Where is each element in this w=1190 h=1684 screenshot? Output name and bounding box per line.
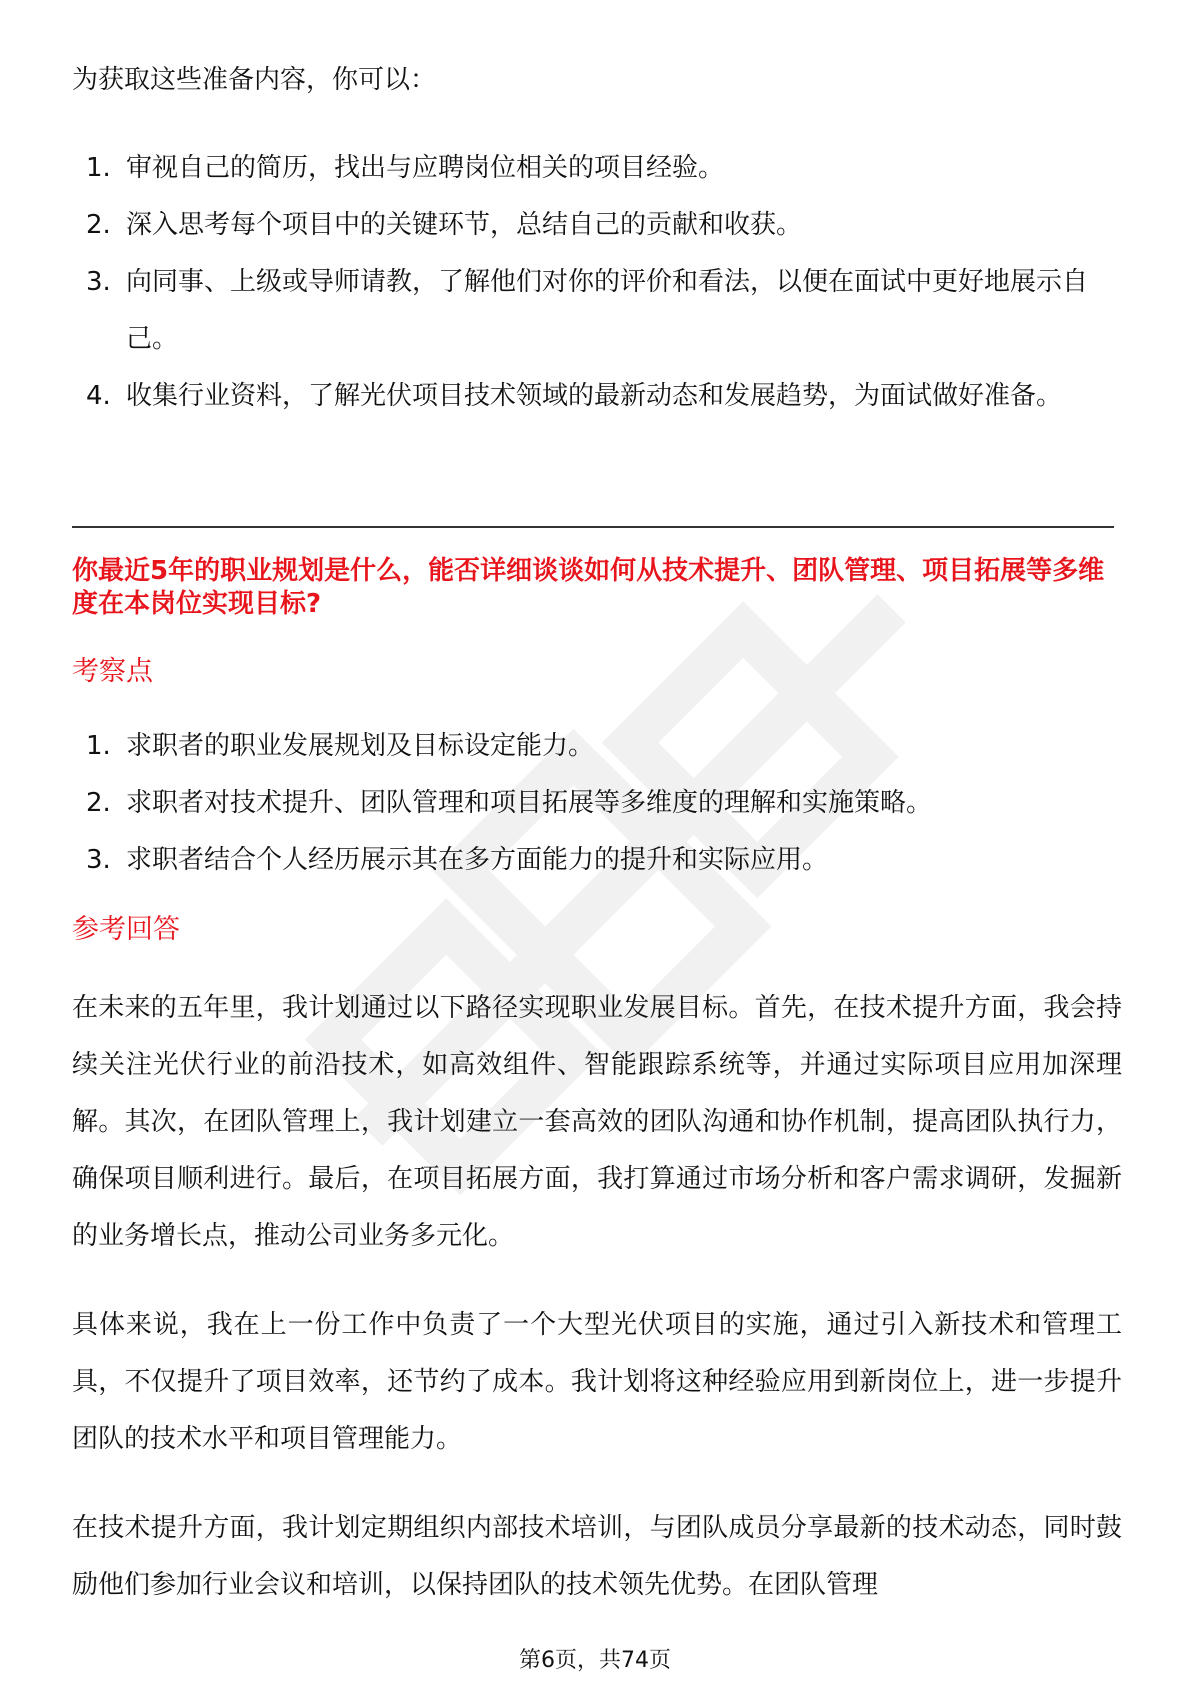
intro-text: 为获取这些准备内容，你可以：	[72, 65, 437, 95]
list-item	[72, 775, 1112, 832]
list-number: 3.	[86, 267, 111, 297]
list-number: 2.	[86, 210, 111, 240]
list-item	[72, 197, 1112, 254]
list-item	[72, 832, 1112, 889]
list-item-text: 求职者的职业发展规划及目标设定能力。	[126, 731, 595, 761]
interview-question: 你最近5年的职业规划是什么，能否详细谈谈如何从技术提升、团队管理、项目拓展等多维度在本岗位实现目标?	[72, 556, 1105, 619]
list-item-text: 收集行业资料，了解光伏项目技术领域的最新动态和发展趋势，为面试做好准备。	[126, 381, 1063, 411]
list-number: 1.	[86, 153, 111, 183]
list-item	[72, 140, 1112, 197]
prep-steps-list	[72, 140, 1112, 425]
answer-paragraph: 在技术提升方面，我计划定期组织内部技术培训，与团队成员分享最新的技术动态，同时鼓励他们参加行业会议和培训，以保持团队的技术领先优势。在团队管理	[72, 1513, 1122, 1600]
list-item-text: 向同事、上级或导师请教，了解他们对你的评价和看法，以便在面试中更好地展示自己。	[126, 267, 1089, 354]
list-item	[72, 718, 1112, 775]
list-item	[72, 254, 1112, 368]
list-number: 1.	[86, 731, 111, 761]
list-item-text: 求职者结合个人经历展示其在多方面能力的提升和实际应用。	[126, 845, 829, 875]
answer-heading: 参考回答	[72, 914, 180, 945]
list-number: 4.	[86, 381, 111, 411]
assessment-heading: 考察点	[72, 656, 153, 687]
assessment-points-list	[72, 718, 1112, 889]
list-item-text: 求职者对技术提升、团队管理和项目拓展等多维度的理解和实施策略。	[126, 788, 933, 818]
list-item-text: 深入思考每个项目中的关键环节，总结自己的贡献和收获。	[126, 210, 803, 240]
page-footer: 第6页，共74页	[519, 1648, 671, 1673]
section-divider	[72, 526, 1114, 528]
list-item	[72, 368, 1112, 425]
answer-paragraph: 具体来说，我在上一份工作中负责了一个大型光伏项目的实施，通过引入新技术和管理工具，不仅提升了项目效率，还节约了成本。我计划将这种经验应用到新岗位上，进一步提升团队的技术水平和项目管理能力。	[72, 1310, 1122, 1454]
answer-paragraph: 在未来的五年里，我计划通过以下路径实现职业发展目标。首先，在技术提升方面，我会持续关注光伏行业的前沿技术，如高效组件、智能跟踪系统等，并通过实际项目应用加深理解。其次，在团队管理上，我计划建立一套高效的团队沟通和协作机制，提高团队执行力，确保项目顺利进行。最后，在项目拓展方面，我打算通过市场分析和客户需求调研，发掘新的业务增长点，推动公司业务多元化。	[72, 993, 1122, 1251]
list-item-text: 审视自己的简历，找出与应聘岗位相关的项目经验。	[126, 153, 725, 183]
list-number: 3.	[86, 845, 111, 875]
list-number: 2.	[86, 788, 111, 818]
